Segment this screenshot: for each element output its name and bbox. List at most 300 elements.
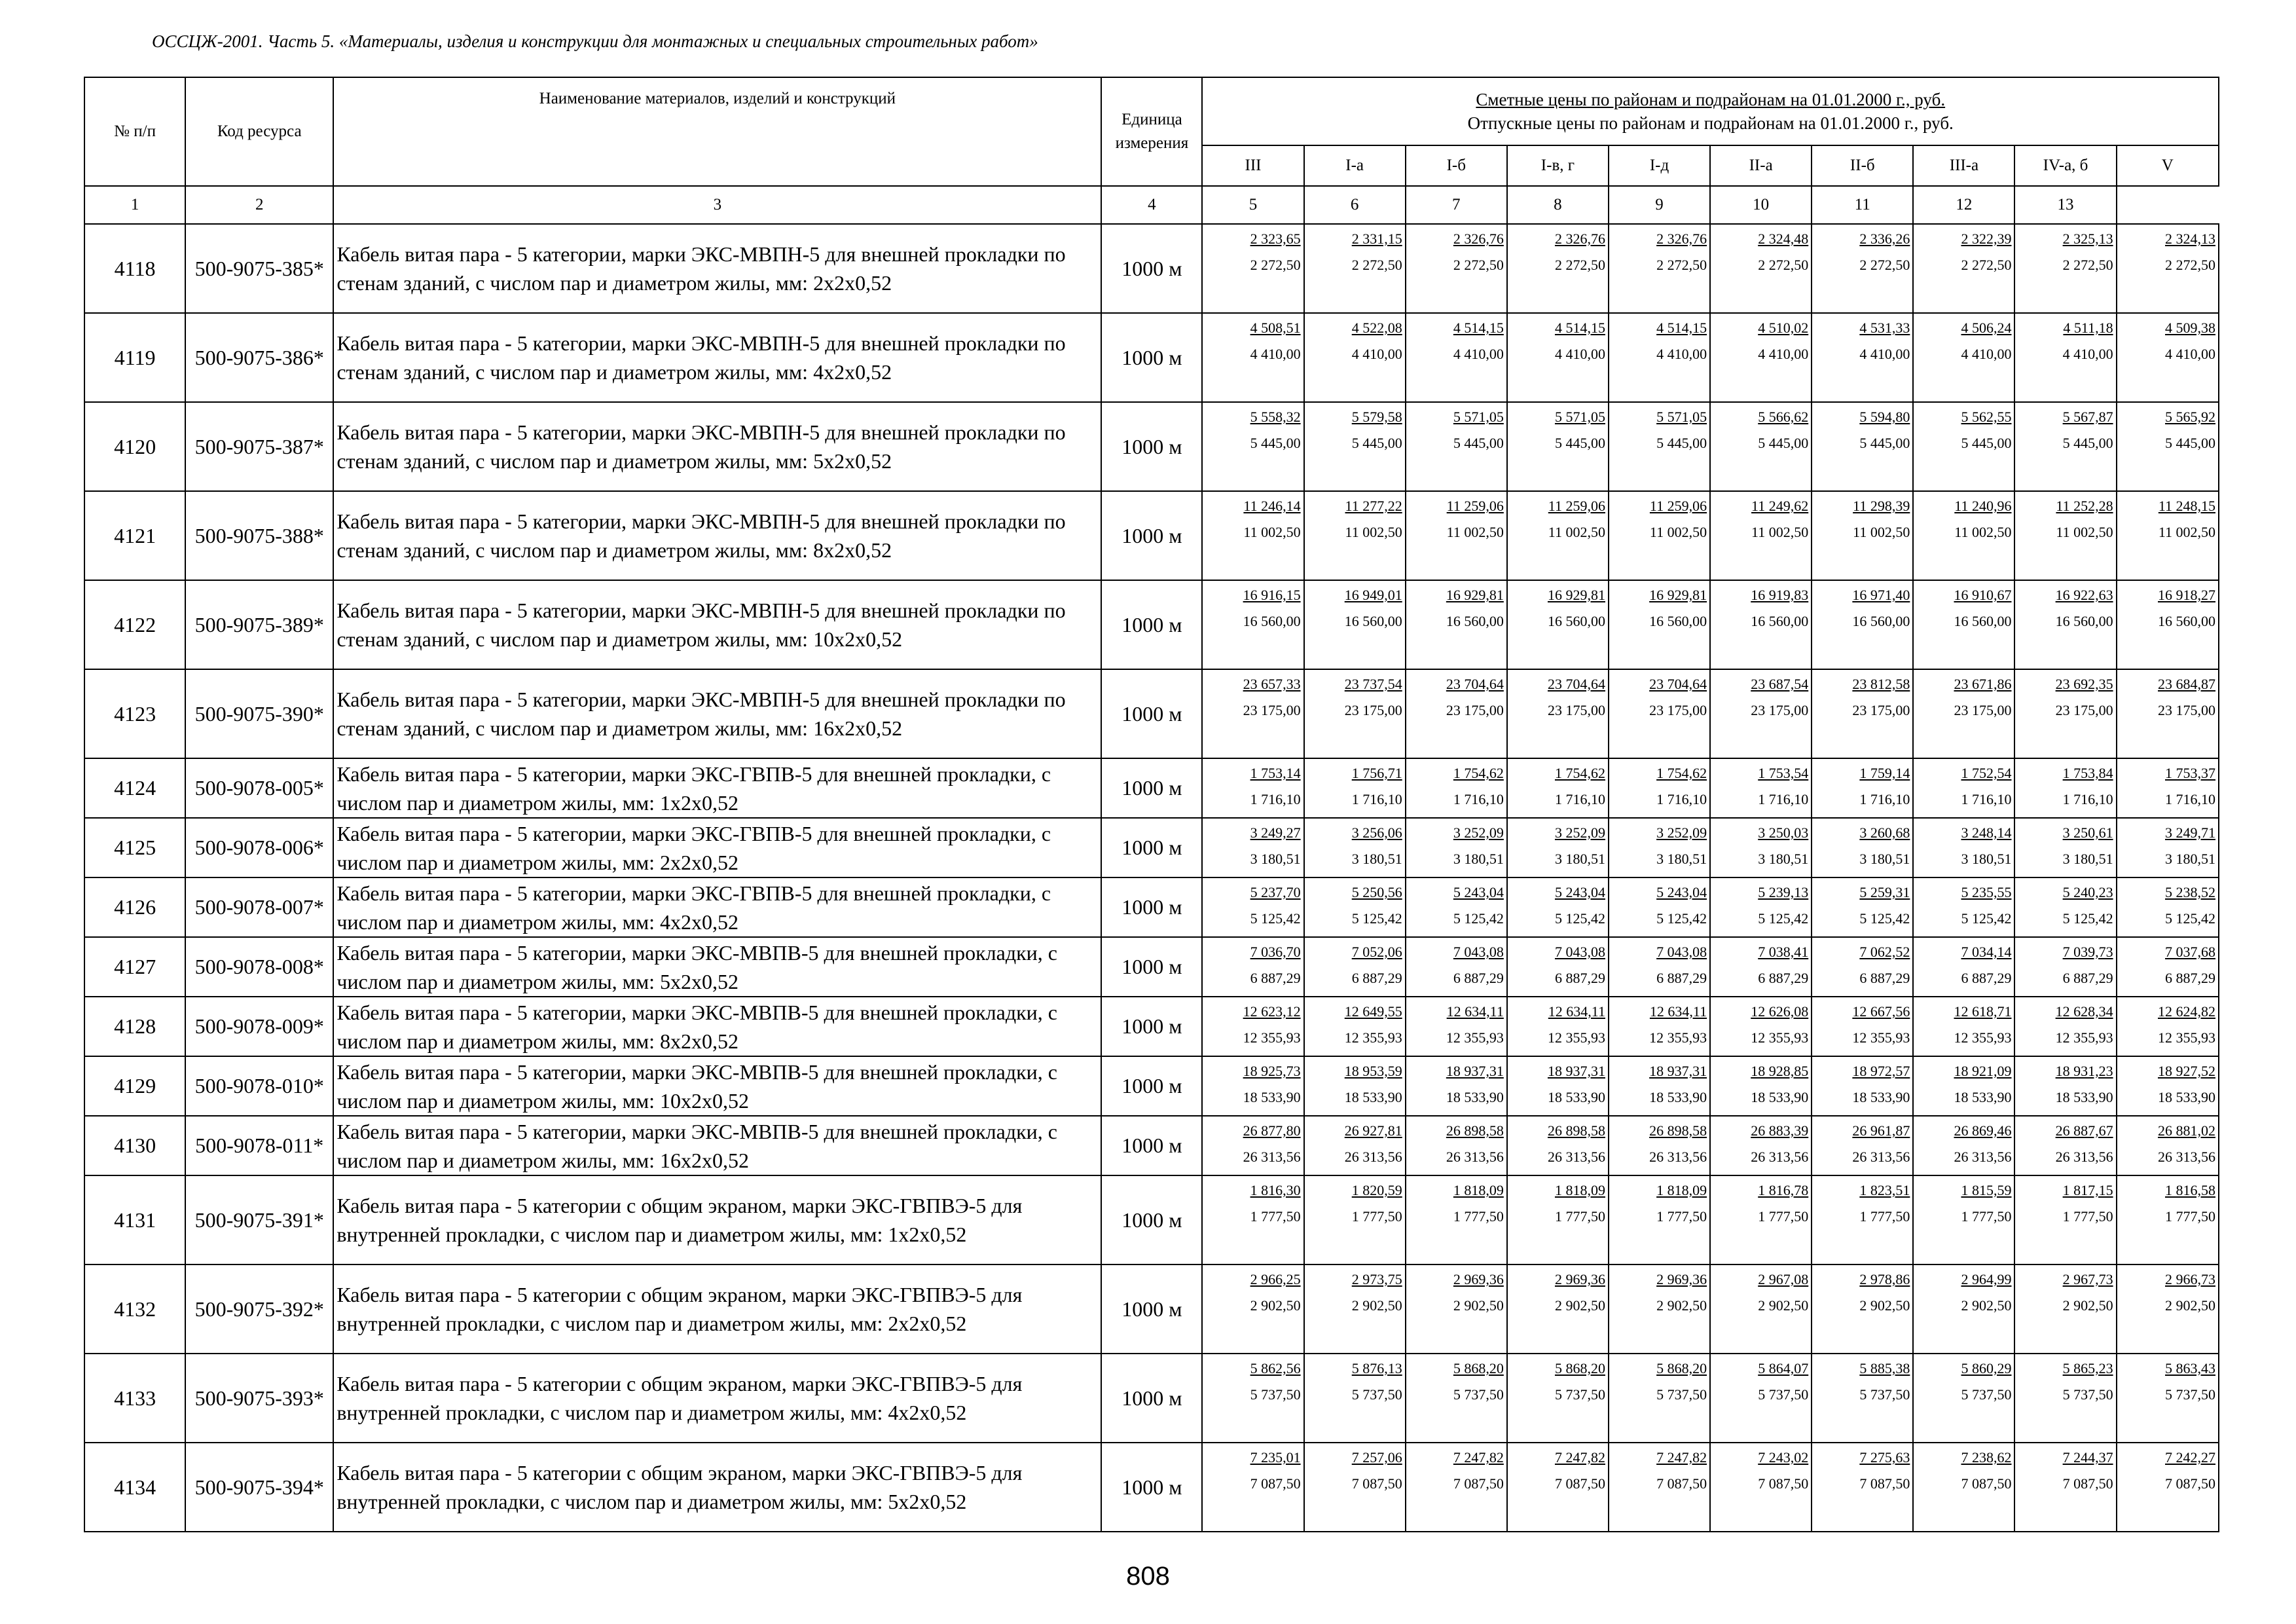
estimate-price: 23 684,87 — [2158, 676, 2215, 692]
release-price: 18 533,90 — [1547, 1089, 1605, 1105]
estimate-price: 2 967,73 — [2062, 1271, 2113, 1287]
release-price: 11 002,50 — [1751, 524, 1809, 540]
release-price: 2 272,50 — [2165, 257, 2215, 273]
price-cell — [1710, 224, 1812, 313]
release-price: 6 887,29 — [1961, 970, 2012, 986]
estimate-price: 5 562,55 — [1961, 409, 2012, 425]
column-number: 12 — [1913, 186, 2014, 224]
estimate-price: 11 240,96 — [1954, 498, 2012, 514]
estimate-price: 5 594,80 — [1859, 409, 1910, 425]
price-cell — [1304, 1175, 1406, 1264]
price-cell — [2014, 1056, 2116, 1116]
row-number: 4128 — [84, 997, 185, 1056]
release-price: 18 533,90 — [1243, 1089, 1301, 1105]
release-price: 5 445,00 — [1554, 435, 1605, 451]
estimate-price: 16 949,01 — [1344, 587, 1402, 603]
estimate-price: 11 259,06 — [1548, 498, 1605, 514]
price-cell — [1710, 877, 1812, 937]
estimate-price: 18 928,85 — [1751, 1063, 1809, 1079]
release-price: 26 313,56 — [1954, 1149, 2012, 1165]
release-price: 11 002,50 — [2056, 524, 2113, 540]
table-row — [84, 1175, 2219, 1264]
unit-of-measure: 1000 м — [1101, 491, 1202, 580]
estimate-price: 16 971,40 — [1852, 587, 1910, 603]
row-number: 4126 — [84, 877, 185, 937]
estimate-price: 5 860,29 — [1961, 1360, 2012, 1376]
price-cell — [2014, 937, 2116, 997]
header-code: Код ресурса — [185, 77, 333, 186]
row-number: 4121 — [84, 491, 185, 580]
release-price: 3 180,51 — [1656, 851, 1707, 867]
estimate-price: 26 883,39 — [1751, 1122, 1809, 1139]
estimate-price: 1 753,84 — [2062, 765, 2113, 781]
price-cell — [2117, 1175, 2219, 1264]
price-cell — [1812, 758, 1913, 818]
estimate-price: 5 862,56 — [1250, 1360, 1301, 1376]
release-price: 1 777,50 — [2062, 1208, 2113, 1225]
release-price: 1 716,10 — [1656, 791, 1707, 807]
estimate-price: 4 511,18 — [2063, 320, 2113, 336]
estimate-price: 4 514,15 — [1656, 320, 1707, 336]
price-cell — [1507, 877, 1609, 937]
price-cell — [2014, 313, 2116, 402]
release-price: 7 087,50 — [1758, 1475, 1809, 1492]
estimate-price: 7 257,06 — [1351, 1449, 1402, 1466]
estimate-price: 23 692,35 — [2055, 676, 2113, 692]
estimate-price: 16 918,27 — [2158, 587, 2215, 603]
estimate-price: 16 919,83 — [1751, 587, 1809, 603]
estimate-price: 5 579,58 — [1351, 409, 1402, 425]
estimate-price: 7 036,70 — [1250, 944, 1301, 960]
price-cell — [1202, 1056, 1303, 1116]
price-cell — [1507, 402, 1609, 491]
row-number: 4123 — [84, 669, 185, 758]
estimate-price: 4 510,02 — [1758, 320, 1809, 336]
price-cell — [1202, 1116, 1303, 1175]
price-cell — [2014, 224, 2116, 313]
estimate-price: 7 037,68 — [2165, 944, 2215, 960]
price-cell — [1304, 402, 1406, 491]
release-price: 18 533,90 — [1852, 1089, 1910, 1105]
release-price: 1 777,50 — [1656, 1208, 1707, 1225]
price-cell — [1406, 1443, 1507, 1532]
price-cell — [2117, 669, 2219, 758]
estimate-price: 23 737,54 — [1344, 676, 1402, 692]
release-price: 23 175,00 — [2055, 702, 2113, 718]
price-cell — [1913, 402, 2014, 491]
release-price: 23 175,00 — [1954, 702, 2012, 718]
resource-code: 500-9078-006* — [185, 818, 333, 877]
price-cell — [1913, 937, 2014, 997]
unit-of-measure: 1000 м — [1101, 937, 1202, 997]
estimate-price: 26 927,81 — [1344, 1122, 1402, 1139]
estimate-price: 7 243,02 — [1758, 1449, 1809, 1466]
price-cell — [2117, 313, 2219, 402]
row-number: 4129 — [84, 1056, 185, 1116]
release-price: 4 410,00 — [1859, 346, 1910, 362]
price-cell — [1710, 997, 1812, 1056]
price-cell — [1710, 1116, 1812, 1175]
estimate-price: 3 260,68 — [1859, 824, 1910, 841]
price-cell — [1609, 224, 1710, 313]
material-name: Кабель витая пара - 5 категории, марки ЭКС-ГВПВ-5 для внешней прокладки, с числом пар и диаметром жилы, мм: 2х2х0,52 — [333, 818, 1101, 877]
price-cell — [1609, 1443, 1710, 1532]
release-price: 7 087,50 — [1453, 1475, 1504, 1492]
estimate-price: 1 817,15 — [2062, 1182, 2113, 1198]
estimate-price: 12 634,11 — [1548, 1003, 1605, 1020]
price-cell — [2117, 402, 2219, 491]
estimate-price: 5 243,04 — [1453, 884, 1504, 900]
release-price: 1 777,50 — [2165, 1208, 2215, 1225]
release-price: 5 125,42 — [1250, 910, 1301, 927]
price-cell — [1507, 313, 1609, 402]
release-price: 5 445,00 — [1453, 435, 1504, 451]
row-number: 4124 — [84, 758, 185, 818]
estimate-price: 5 863,43 — [2165, 1360, 2215, 1376]
estimate-price: 5 243,04 — [1656, 884, 1707, 900]
price-cell — [1812, 1264, 1913, 1354]
release-price: 26 313,56 — [1446, 1149, 1504, 1165]
release-price: 18 533,90 — [1344, 1089, 1402, 1105]
estimate-price: 2 978,86 — [1859, 1271, 1910, 1287]
table-row — [84, 818, 2219, 877]
release-price: 5 125,42 — [1453, 910, 1504, 927]
price-cell — [1913, 313, 2014, 402]
estimate-price: 12 618,71 — [1954, 1003, 2012, 1020]
estimate-price: 11 252,28 — [2056, 498, 2113, 514]
estimate-price: 2 336,26 — [1859, 231, 1910, 247]
price-cell — [1406, 997, 1507, 1056]
estimate-price: 23 704,64 — [1649, 676, 1707, 692]
estimate-price: 5 240,23 — [2062, 884, 2113, 900]
column-number: 13 — [2014, 186, 2116, 224]
price-cell — [2117, 877, 2219, 937]
price-cell — [1913, 997, 2014, 1056]
material-name: Кабель витая пара - 5 категории, марки ЭКС-ГВПВ-5 для внешней прокладки, с числом пар и диаметром жилы, мм: 4х2х0,52 — [333, 877, 1101, 937]
price-cell — [1406, 877, 1507, 937]
unit-of-measure: 1000 м — [1101, 580, 1202, 669]
column-number: 1 — [84, 186, 185, 224]
estimate-price: 2 324,48 — [1758, 231, 1809, 247]
release-price: 18 533,90 — [1751, 1089, 1809, 1105]
release-price: 5 125,42 — [1351, 910, 1402, 927]
release-price: 7 087,50 — [2165, 1475, 2215, 1492]
price-cell — [1202, 818, 1303, 877]
price-cell — [2014, 1116, 2116, 1175]
estimate-price: 12 624,82 — [2158, 1003, 2215, 1020]
price-cell — [1202, 491, 1303, 580]
release-price: 7 087,50 — [1961, 1475, 2012, 1492]
row-number: 4118 — [84, 224, 185, 313]
price-cell — [1710, 313, 1812, 402]
release-price: 12 355,93 — [2055, 1029, 2113, 1046]
estimate-price: 1 754,62 — [1554, 765, 1605, 781]
price-cell — [1812, 491, 1913, 580]
material-name: Кабель витая пара - 5 категории, марки ЭКС-МВПН-5 для внешней прокладки по стенам зданий, с числом пар и диаметром жилы, мм: 8х2х0,52 — [333, 491, 1101, 580]
release-price: 2 272,50 — [1656, 257, 1707, 273]
estimate-price: 3 252,09 — [1656, 824, 1707, 841]
price-cell — [2014, 1175, 2116, 1264]
release-price: 4 410,00 — [2165, 346, 2215, 362]
price-cell — [1406, 1116, 1507, 1175]
price-cell — [1913, 1264, 2014, 1354]
material-name: Кабель витая пара - 5 категории, марки ЭКС-МВПВ-5 для внешней прокладки, с числом пар и диаметром жилы, мм: 8х2х0,52 — [333, 997, 1101, 1056]
release-price: 26 313,56 — [1751, 1149, 1809, 1165]
column-number: 9 — [1609, 186, 1710, 224]
material-name: Кабель витая пара - 5 категории, марки ЭКС-МВПН-5 для внешней прокладки по стенам зданий, с числом пар и диаметром жилы, мм: 5х2х0,52 — [333, 402, 1101, 491]
release-price: 3 180,51 — [2062, 851, 2113, 867]
table-row — [84, 580, 2219, 669]
release-price: 5 445,00 — [2165, 435, 2215, 451]
unit-of-measure: 1000 м — [1101, 669, 1202, 758]
price-cell — [1710, 1264, 1812, 1354]
estimate-price: 7 247,82 — [1554, 1449, 1605, 1466]
price-cell — [2117, 224, 2219, 313]
release-price: 16 560,00 — [1954, 613, 2012, 629]
estimate-price: 5 571,05 — [1554, 409, 1605, 425]
estimate-price: 3 248,14 — [1961, 824, 2012, 841]
price-cell — [2117, 758, 2219, 818]
price-cell — [1609, 402, 1710, 491]
release-price: 2 902,50 — [1656, 1297, 1707, 1314]
estimate-price: 3 250,61 — [2062, 824, 2113, 841]
release-price: 16 560,00 — [2055, 613, 2113, 629]
estimate-price: 12 634,11 — [1649, 1003, 1707, 1020]
release-price: 1 777,50 — [1961, 1208, 2012, 1225]
price-cell — [1304, 224, 1406, 313]
price-cell — [1913, 1354, 2014, 1443]
estimate-price: 7 043,08 — [1656, 944, 1707, 960]
release-price: 6 887,29 — [1656, 970, 1707, 986]
estimate-price: 5 250,56 — [1351, 884, 1402, 900]
release-price: 5 445,00 — [1656, 435, 1707, 451]
release-price: 2 902,50 — [1554, 1297, 1605, 1314]
release-price: 5 445,00 — [1859, 435, 1910, 451]
estimate-price: 1 759,14 — [1859, 765, 1910, 781]
release-price: 18 533,90 — [2055, 1089, 2113, 1105]
release-price: 18 533,90 — [1649, 1089, 1707, 1105]
price-cell — [1304, 818, 1406, 877]
price-cell — [1507, 818, 1609, 877]
release-price: 23 175,00 — [1243, 702, 1301, 718]
release-price: 18 533,90 — [1954, 1089, 2012, 1105]
estimate-price: 3 252,09 — [1554, 824, 1605, 841]
estimate-price: 1 754,62 — [1453, 765, 1504, 781]
price-cell — [1202, 1264, 1303, 1354]
table-row — [84, 1264, 2219, 1354]
release-price: 16 560,00 — [1751, 613, 1809, 629]
release-price: 6 887,29 — [1250, 970, 1301, 986]
price-cell — [1202, 877, 1303, 937]
page-number: 808 — [1126, 1562, 1170, 1591]
release-price: 5 125,42 — [1656, 910, 1707, 927]
release-price: 16 560,00 — [1649, 613, 1707, 629]
region-header: V — [2117, 145, 2219, 186]
price-cell — [2117, 1443, 2219, 1532]
price-cell — [1609, 1056, 1710, 1116]
price-cell — [1609, 669, 1710, 758]
estimate-price: 4 531,33 — [1859, 320, 1910, 336]
estimate-price: 18 972,57 — [1852, 1063, 1910, 1079]
estimate-price: 4 508,51 — [1250, 320, 1301, 336]
price-cell — [1406, 1354, 1507, 1443]
price-cell — [1304, 313, 1406, 402]
resource-code: 500-9075-387* — [185, 402, 333, 491]
release-price: 5 737,50 — [1859, 1386, 1910, 1403]
estimate-price: 7 275,63 — [1859, 1449, 1910, 1466]
page-header: ОССЦЖ-2001. Часть 5. «Материалы, изделия и конструкции для монтажных и специальных строительных работ» — [152, 31, 1038, 51]
price-cell — [2014, 580, 2116, 669]
unit-of-measure: 1000 м — [1101, 224, 1202, 313]
price-cell — [1507, 669, 1609, 758]
price-cell — [1710, 1056, 1812, 1116]
release-price: 2 272,50 — [1554, 257, 1605, 273]
price-cell — [1202, 224, 1303, 313]
price-cell — [2117, 491, 2219, 580]
column-number: 5 — [1202, 186, 1303, 224]
estimate-price: 3 256,06 — [1351, 824, 1402, 841]
price-cell — [1710, 669, 1812, 758]
price-title-estimate: Сметные цены по районам и подрайонам на 01.01.2000 г., руб. — [1476, 90, 1946, 109]
release-price: 3 180,51 — [1453, 851, 1504, 867]
estimate-price: 5 885,38 — [1859, 1360, 1910, 1376]
release-price: 4 410,00 — [1453, 346, 1504, 362]
release-price: 23 175,00 — [1547, 702, 1605, 718]
release-price: 6 887,29 — [2062, 970, 2113, 986]
price-cell — [1609, 580, 1710, 669]
price-cell — [2117, 818, 2219, 877]
estimate-price: 11 249,62 — [1751, 498, 1809, 514]
release-price: 1 716,10 — [1554, 791, 1605, 807]
price-cell — [1710, 491, 1812, 580]
region-header: III — [1202, 145, 1303, 186]
table-row — [84, 1116, 2219, 1175]
release-price: 12 355,93 — [1243, 1029, 1301, 1046]
material-name: Кабель витая пара - 5 категории, марки ЭКС-МВПВ-5 для внешней прокладки, с числом пар и диаметром жилы, мм: 16х2х0,52 — [333, 1116, 1101, 1175]
price-cell — [1406, 224, 1507, 313]
estimate-price: 5 865,23 — [2062, 1360, 2113, 1376]
release-price: 5 125,42 — [1961, 910, 2012, 927]
table-row — [84, 224, 2219, 313]
estimate-price: 5 571,05 — [1656, 409, 1707, 425]
column-number: 2 — [185, 186, 333, 224]
price-cell — [2117, 1116, 2219, 1175]
price-cell — [1304, 877, 1406, 937]
column-numbers-row — [84, 186, 2219, 224]
estimate-price: 7 038,41 — [1758, 944, 1809, 960]
price-cell — [1304, 1443, 1406, 1532]
release-price: 2 902,50 — [1859, 1297, 1910, 1314]
estimate-price: 7 247,82 — [1453, 1449, 1504, 1466]
release-price: 6 887,29 — [2165, 970, 2215, 986]
price-cell — [1812, 313, 1913, 402]
price-cell — [1609, 937, 1710, 997]
price-cell — [1202, 1443, 1303, 1532]
unit-of-measure: 1000 м — [1101, 1175, 1202, 1264]
price-cell — [1202, 402, 1303, 491]
price-cell — [1202, 1175, 1303, 1264]
release-price: 5 737,50 — [1351, 1386, 1402, 1403]
price-cell — [1202, 1354, 1303, 1443]
estimate-price: 1 820,59 — [1351, 1182, 1402, 1198]
estimate-price: 5 238,52 — [2165, 884, 2215, 900]
price-cell — [2117, 1264, 2219, 1354]
material-name: Кабель витая пара - 5 категории, марки ЭКС-МВПВ-5 для внешней прокладки, с числом пар и диаметром жилы, мм: 5х2х0,52 — [333, 937, 1101, 997]
material-name: Кабель витая пара - 5 категории, марки ЭКС-МВПН-5 для внешней прокладки по стенам зданий, с числом пар и диаметром жилы, мм: 4х2х0,52 — [333, 313, 1101, 402]
estimate-price: 2 969,36 — [1453, 1271, 1504, 1287]
release-price: 1 716,10 — [1758, 791, 1809, 807]
estimate-price: 11 259,06 — [1446, 498, 1504, 514]
price-cell — [2014, 669, 2116, 758]
estimate-price: 5 237,70 — [1250, 884, 1301, 900]
row-number: 4132 — [84, 1264, 185, 1354]
price-cell — [1406, 1264, 1507, 1354]
release-price: 5 445,00 — [1351, 435, 1402, 451]
price-cell — [1202, 669, 1303, 758]
material-name: Кабель витая пара - 5 категории с общим экраном, марки ЭКС-ГВПВЭ-5 для внутренней прокладки, с числом пар и диаметром жилы, мм: 5х2х0,52 — [333, 1443, 1101, 1532]
resource-code: 500-9078-005* — [185, 758, 333, 818]
release-price: 23 175,00 — [2158, 702, 2215, 718]
price-cell — [1304, 997, 1406, 1056]
release-price: 26 313,56 — [1852, 1149, 1910, 1165]
header-unit: Единица измерения — [1101, 77, 1202, 186]
column-number: 3 — [333, 186, 1101, 224]
estimate-price: 7 235,01 — [1250, 1449, 1301, 1466]
estimate-price: 7 242,27 — [2165, 1449, 2215, 1466]
price-cell — [1202, 580, 1303, 669]
estimate-price: 7 062,52 — [1859, 944, 1910, 960]
estimate-price: 5 876,13 — [1351, 1360, 1402, 1376]
price-cell — [1812, 1116, 1913, 1175]
release-price: 5 125,42 — [2062, 910, 2113, 927]
estimate-price: 12 623,12 — [1243, 1003, 1301, 1020]
region-header: I-в, г — [1507, 145, 1609, 186]
release-price: 3 180,51 — [1961, 851, 2012, 867]
estimate-price: 7 244,37 — [2062, 1449, 2113, 1466]
release-price: 5 445,00 — [1758, 435, 1809, 451]
release-price: 12 355,93 — [1649, 1029, 1707, 1046]
unit-of-measure: 1000 м — [1101, 1116, 1202, 1175]
release-price: 3 180,51 — [1859, 851, 1910, 867]
estimate-price: 23 812,58 — [1852, 676, 1910, 692]
price-cell — [1304, 758, 1406, 818]
row-number: 4120 — [84, 402, 185, 491]
estimate-price: 1 823,51 — [1859, 1182, 1910, 1198]
release-price: 18 533,90 — [1446, 1089, 1504, 1105]
release-price: 6 887,29 — [1554, 970, 1605, 986]
estimate-price: 16 922,63 — [2055, 587, 2113, 603]
release-price: 1 777,50 — [1453, 1208, 1504, 1225]
estimate-price: 1 752,54 — [1961, 765, 2012, 781]
release-price: 2 272,50 — [1961, 257, 2012, 273]
price-cell — [1406, 937, 1507, 997]
estimate-price: 1 753,37 — [2165, 765, 2215, 781]
estimate-price: 18 937,31 — [1446, 1063, 1504, 1079]
release-price: 5 125,42 — [1758, 910, 1809, 927]
estimate-price: 2 964,99 — [1961, 1271, 2012, 1287]
price-cell — [1812, 1354, 1913, 1443]
price-cell — [1304, 1116, 1406, 1175]
price-cell — [1710, 758, 1812, 818]
price-cell — [1710, 402, 1812, 491]
estimate-price: 5 243,04 — [1554, 884, 1605, 900]
estimate-price: 11 259,06 — [1649, 498, 1707, 514]
price-cell — [1609, 313, 1710, 402]
price-cell — [1812, 877, 1913, 937]
release-price: 3 180,51 — [1554, 851, 1605, 867]
release-price: 3 180,51 — [1758, 851, 1809, 867]
release-price: 4 410,00 — [2062, 346, 2113, 362]
